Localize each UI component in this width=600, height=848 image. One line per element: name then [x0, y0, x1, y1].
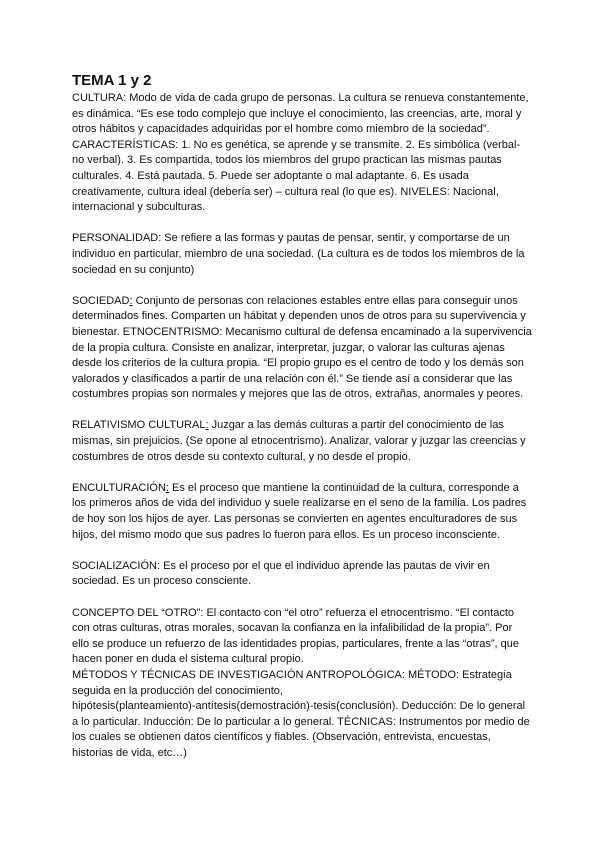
paragraph-cultura: CULTURA: Modo de vida de cada grupo de personas. La cultura se renueva constantemente, es dinámica. “Es ese todo complejo que incluye el conocimiento, las creencias, arte, moral y otros hábitos y capacidades adquiridas por el hombre como miembro de la sociedad”. CARACTERÍSTICAS: 1. No es genética, se aprende y se transmite. 2. Es simbólica (verbal-no verbal). 3. Es compartida, todos los miembros del grupo practican las mismas pautas culturales. 4. Está pautada. 5. Puede ser adoptante o mal adaptante. 6. Es usada creativamente, cultura ideal (debería ser) – cultura real (lo que es). NIVELES: Nacional, internacional y subculturas.	[72, 92, 529, 214]
paragraph-concepto-otro: CONCEPTO DEL “OTRO”: El contacto con “el otro” refuerza el etnocentrismo. “El contacto con otras culturas, otras morales, socavan la confianza en la infalibilidad de la propia”. Por ello se produce un refuerzo de las identidades propias, particulares, frente a las “otras”, que hacen poner en duda el sistema cultural propio.	[72, 606, 519, 666]
paragraph-socializacion: SOCIALIZACIÓN: Es el proceso por el que el individuo aprende las pautas de vivir en sociedad. Es un proceso consciente.	[72, 559, 490, 588]
paragraph-text: Es el proceso que mantiene la continuidad de la cultura, corresponde a los primeros años de vida del individuo y suele realizarse en el seno de la familia. Los padres de hoy son los hijos de ayer. Las personas se convierten en agentes enculturadores de sus hijos, del mismo modo que sus padres lo fueron para ellos. Es un proceso inconsciente.	[72, 481, 527, 541]
document-page	[72, 72, 532, 762]
paragraph-personalidad: PERSONALIDAD: Se refiere a las formas y pautas de pensar, sentir, y comportarse de un individuo en particular, miembro de una sociedad. (La cultura es de todos los miembros de la sociedad en su conjunto)	[72, 232, 525, 276]
term-colon: :	[129, 294, 133, 307]
document-title: TEMA 1 y 2	[72, 72, 152, 89]
paragraph-hipotesis: hipótesis(planteamiento)-antítesis(demostración)-tesis(conclusión). Deducción: De lo general a lo particular. Inducción: De lo particular a lo general. TÉCNICAS: Instrumentos por medio de los cuales se obtienen datos científicos y fiables. (Observación, entrevista, encuestas, historias de vida, etc…)	[72, 700, 530, 759]
term-relativismo-cultural: RELATIVISMO CULTURAL	[72, 419, 206, 432]
paragraph-enculturacion	[72, 481, 532, 543]
term-sociedad: SOCIEDAD	[72, 294, 130, 307]
paragraph-text: Juzgar a las demás culturas a partir del conocimiento de las mismas, sin prejuicios. (Se opone al etnocentrismo). Analizar, valorar y juzgar las creencias y costumbres de otros desde su contexto cultural, y no desde el propio.	[72, 419, 526, 463]
term-colon: :	[165, 481, 169, 494]
paragraph-relativismo	[72, 418, 532, 465]
paragraph-metodos-tecnicas: MÉTODOS Y TÉCNICAS DE INVESTIGACIÓN ANTROPOLÓGICA: MÉTODO: Estrategia seguida en la producción del conocimiento,	[72, 668, 512, 697]
term-colon: :	[205, 419, 209, 432]
paragraph-sociedad	[72, 294, 532, 403]
paragraph-text: Conjunto de personas con relaciones estables entre ellas para conseguir unos determinados fines. Comparten un hábitat y dependen unos de otros para su supervivencia y bienestar. ETNOCENTRISMO: Mecanismo cultural de defensa encaminado a la supervivencia de la propia cultura. Consiste en analizar, interpretar, juzgar, o valorar las culturas ajenas desde los criterios de la cultura propia. “El propio grupo es el centro de todo y los demás son valorados y clasificados a partir de una relación con él.” Se tiende así a considerar que las costumbres propias son normales y mejores que las de otros, extrañas, anormales y peores.	[72, 294, 532, 401]
term-enculturacion: ENCULTURACIÓN	[72, 481, 166, 494]
